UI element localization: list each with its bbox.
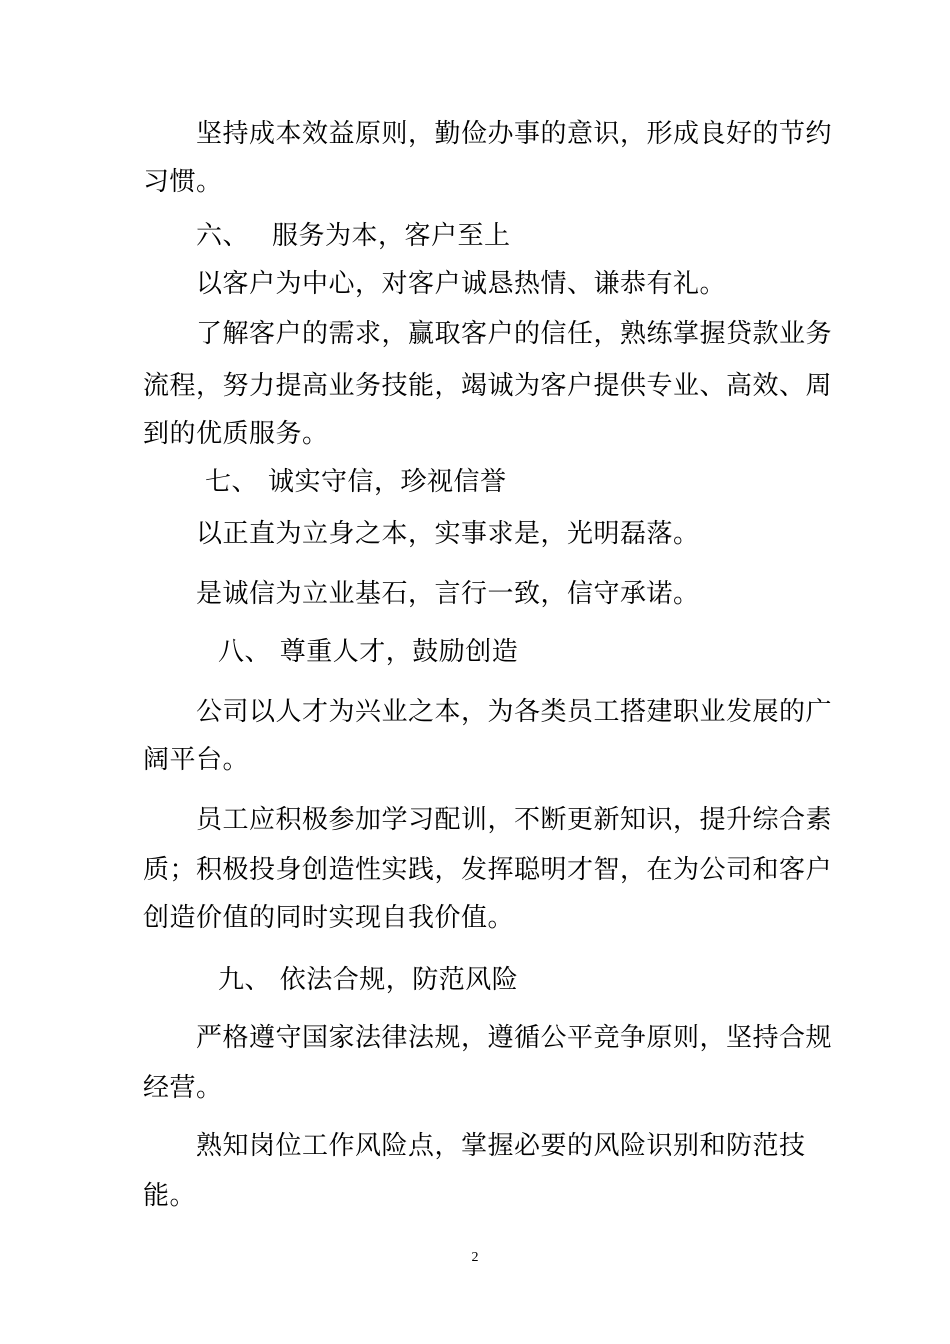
section-heading: 八、 尊重人才，鼓励创造 <box>218 637 519 667</box>
page-number: 2 <box>471 1250 479 1265</box>
paragraph-line: 坚持成本效益原则，勤俭办事的意识，形成良好的节约 <box>196 119 833 149</box>
section-number: 六、 <box>196 221 250 251</box>
paragraph-line: 员工应积极参加学习配训，不断更新知识，提升综合素 <box>196 805 833 835</box>
paragraph-line: 是诚信为立业基石，言行一致，信守承诺。 <box>196 579 700 609</box>
paragraph-line: 习惯。 <box>143 167 223 197</box>
paragraph-line: 到的优质服务。 <box>143 419 329 449</box>
paragraph-line: 以客户为中心，对客户诚恳热情、谦恭有礼。 <box>196 269 727 299</box>
paragraph-line: 经营。 <box>143 1073 223 1103</box>
paragraph-line: 以正直为立身之本，实事求是，光明磊落。 <box>196 519 700 549</box>
paragraph-line: 公司以人才为兴业之本，为各类员工搭建职业发展的广 <box>196 697 833 727</box>
paragraph-line: 阔平台。 <box>143 745 250 775</box>
section-heading: 九、 依法合规，防范风险 <box>218 965 519 995</box>
section-heading: 诚实守信，珍视信誉 <box>268 467 507 497</box>
section-heading: 服务为本，客户至上 <box>272 221 511 251</box>
paragraph-line: 质；积极投身创造性实践，发挥聪明才智，在为公司和客户 <box>143 855 833 885</box>
paragraph-line: 熟知岗位工作风险点，掌握必要的风险识别和防范技 <box>196 1131 806 1161</box>
paragraph-line: 能。 <box>143 1181 197 1211</box>
section-number: 七、 <box>205 467 259 497</box>
paragraph-line: 流程，努力提高业务技能，竭诚为客户提供专业、高效、周 <box>143 371 833 401</box>
paragraph-line: 严格遵守国家法律法规，遵循公平竞争原则，坚持合规 <box>196 1023 833 1053</box>
paragraph-line: 了解客户的需求，赢取客户的信任，熟练掌握贷款业务 <box>196 319 833 349</box>
paragraph-line: 创造价值的同时实现自我价值。 <box>143 903 515 933</box>
